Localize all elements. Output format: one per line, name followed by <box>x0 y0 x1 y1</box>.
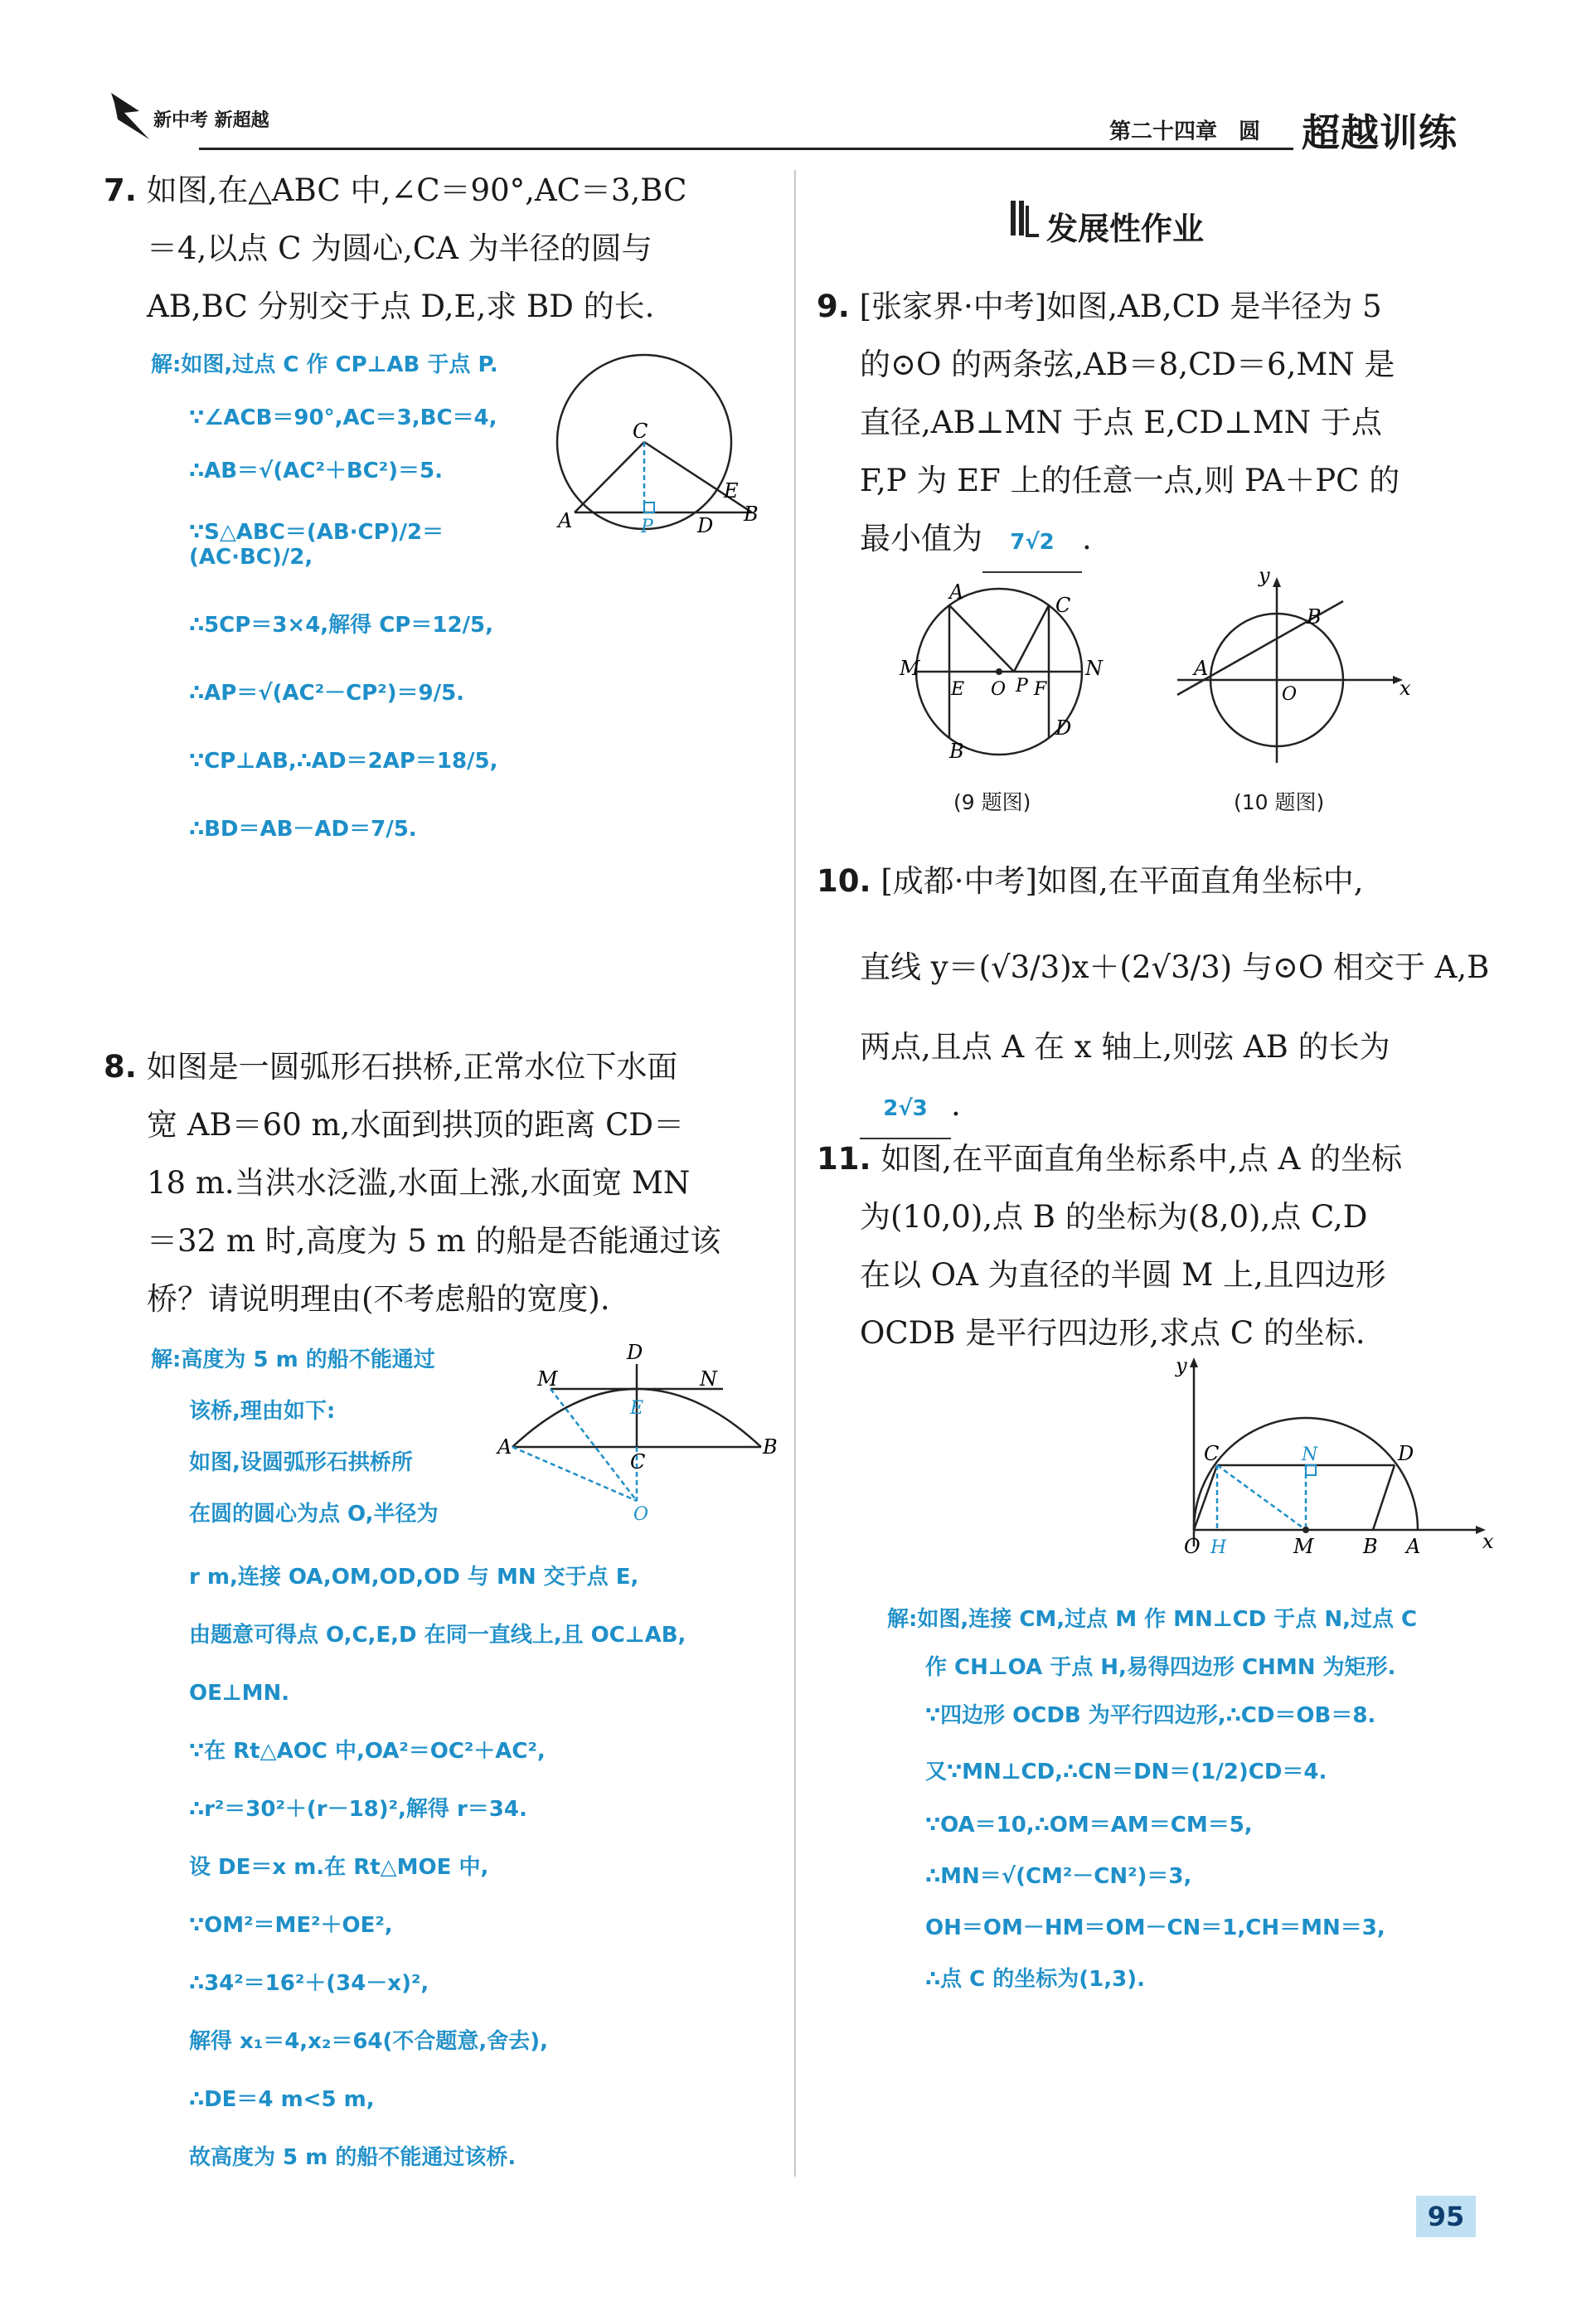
svg-text:E: E <box>724 479 739 502</box>
question-8-number: 8. <box>104 1049 137 1085</box>
svg-text:A: A <box>1194 657 1209 680</box>
solution-line: 作 CH⊥OA 于点 H,易得四边形 CHMN 为矩形. <box>925 1655 1396 1680</box>
q11-solution <box>887 1607 1517 1992</box>
q8-solution <box>189 1565 786 2170</box>
solution-line: 解得 x₁＝4,x₂＝64(不合题意,舍去), <box>189 2029 549 2054</box>
page-number: 95 <box>1416 2196 1476 2237</box>
solution-line: ∴BD＝AB－AD＝7/5. <box>189 817 417 842</box>
svg-text:O: O <box>633 1504 649 1525</box>
svg-text:N: N <box>700 1367 717 1391</box>
solution-line: 如图,设圆弧形石拱桥所 <box>189 1450 413 1475</box>
svg-text:A: A <box>497 1435 512 1459</box>
svg-text:D: D <box>627 1341 643 1364</box>
svg-text:D: D <box>1055 716 1072 740</box>
solution-line: 解:高度为 5 m 的船不能通过 <box>151 1347 435 1372</box>
solution-line: OE⊥MN. <box>189 1681 290 1706</box>
figure-caption-9: (9 题图) <box>953 790 1031 814</box>
question-7-line: ＝4,以点 C 为圆心,CA 为半径的圆与 <box>147 231 652 266</box>
svg-text:C: C <box>633 420 648 443</box>
question-9 <box>817 278 1480 573</box>
series-title: 新中考 新超越 <box>153 110 269 131</box>
svg-text:y: y <box>1259 564 1270 587</box>
svg-text:A: A <box>558 509 573 532</box>
svg-text:E: E <box>951 679 965 700</box>
question-8 <box>104 1038 767 1328</box>
solution-line: 由题意可得点 O,C,E,D 在同一直线上,且 OC⊥AB, <box>189 1623 686 1648</box>
question-11-line: OCDB 是平行四边形,求点 C 的坐标. <box>860 1315 1366 1351</box>
svg-text:C: C <box>1055 594 1071 617</box>
svg-text:B: B <box>1363 1535 1378 1558</box>
svg-text:A: A <box>949 580 964 604</box>
solution-line: ∴r²＝30²＋(r－18)²,解得 r＝34. <box>189 1797 527 1822</box>
svg-text:M: M <box>1293 1535 1314 1558</box>
solution-line: ∴34²＝16²＋(34－x)², <box>189 1971 429 1996</box>
question-8-line: ＝32 m 时,高度为 5 m 的船是否能通过该 <box>147 1223 721 1259</box>
svg-text:C: C <box>630 1450 646 1474</box>
question-10-number: 10. <box>817 863 871 899</box>
section-title: 发展性作业 <box>1046 211 1205 247</box>
q9-figure <box>900 572 1123 771</box>
q10-answer-blank: 2√3 <box>860 1080 951 1139</box>
question-9-number: 9. <box>817 289 850 324</box>
solution-line: ∵CP⊥AB,∴AD＝2AP＝18/5, <box>189 749 498 774</box>
question-9-line: [张家界·中考]如图,AB,CD 是半径为 5 <box>859 289 1382 324</box>
solution-line: ∴MN＝√(CM²－CN²)＝3, <box>925 1864 1192 1889</box>
solution-line: ∵OA＝10,∴OM＝AM＝CM＝5, <box>925 1813 1253 1838</box>
q8-solution-left <box>151 1347 499 1527</box>
question-9-line: F,P 为 EF 上的任意一点,则 PA＋PC 的 <box>860 463 1400 498</box>
solution-line: ∴AB＝√(AC²＋BC²)＝5. <box>189 459 443 483</box>
question-9-line: 最小值为 <box>860 521 982 556</box>
solution-line: ∵OM²＝ME²＋OE², <box>189 1913 393 1938</box>
solution-line: r m,连接 OA,OM,OD,OD 与 MN 交于点 E, <box>189 1565 639 1590</box>
solution-line: ∴DE＝4 m<5 m, <box>189 2087 375 2112</box>
figure-caption-10: (10 题图) <box>1234 790 1325 814</box>
svg-text:O: O <box>991 679 1007 700</box>
brand-title: 超越训练 <box>1302 110 1458 155</box>
svg-text:x: x <box>1400 677 1411 700</box>
svg-text:O: O <box>1282 684 1298 705</box>
question-7-line: 如图,在△ABC 中,∠C＝90°,AC＝3,BC <box>146 172 687 208</box>
solution-line: ∵四边形 OCDB 为平行四边形,∴CD＝OB＝8. <box>925 1703 1376 1728</box>
question-8-line: 桥？请说明理由(不考虑船的宽度). <box>147 1281 610 1317</box>
solution-line: 该桥,理由如下: <box>189 1399 336 1424</box>
svg-text:N: N <box>1085 657 1103 680</box>
svg-text:P: P <box>1016 676 1028 697</box>
svg-text:B: B <box>1307 605 1322 629</box>
svg-text:D: D <box>1398 1442 1414 1465</box>
solution-line: 设 DE＝x m.在 Rt△MOE 中, <box>189 1855 489 1880</box>
svg-text:B: B <box>949 740 964 763</box>
question-11-line: 为(10,0),点 B 的坐标为(8,0),点 C,D <box>860 1199 1368 1235</box>
svg-text:C: C <box>1204 1442 1220 1465</box>
question-11-number: 11. <box>817 1141 871 1177</box>
solution-line: 又∵MN⊥CD,∴CN＝DN＝(1/2)CD＝4. <box>925 1760 1327 1784</box>
question-10-line: [成都·中考]如图,在平面直角坐标中, <box>880 863 1364 899</box>
question-8-line: 如图是一圆弧形石拱桥,正常水位下水面 <box>146 1049 678 1085</box>
question-9-line: 直径,AB⊥MN 于点 E,CD⊥MN 于点 <box>860 405 1382 440</box>
svg-text:H: H <box>1210 1537 1227 1558</box>
q10-figure <box>1169 564 1418 771</box>
question-10-line: 两点,且点 A 在 x 轴上,则弦 AB 的长为 <box>860 1029 1390 1065</box>
header-rule <box>199 148 1293 150</box>
question-11 <box>817 1130 1497 1362</box>
q7-figure <box>551 348 775 547</box>
q9-answer-blank: 7√2 <box>982 513 1082 573</box>
question-9-line: 的⊙O 的两条弦,AB＝8,CD＝6,MN 是 <box>860 347 1395 382</box>
svg-text:F: F <box>1034 679 1047 700</box>
svg-text:A: A <box>1406 1535 1421 1558</box>
section-title-icon <box>1007 197 1041 239</box>
question-8-line: 18 m.当洪水泛滥,水面上涨,水面宽 MN <box>147 1165 691 1201</box>
q8-figure <box>497 1339 778 1530</box>
solution-line: ∴AP＝√(AC²－CP²)＝9/5. <box>189 681 465 706</box>
question-11-line: 在以 OA 为直径的半圆 M 上,且四边形 <box>860 1257 1386 1293</box>
svg-text:B: B <box>744 502 759 526</box>
svg-text:D: D <box>697 514 714 537</box>
svg-text:x: x <box>1482 1530 1494 1553</box>
svg-text:P: P <box>641 517 653 537</box>
solution-line: 在圆的圆心为点 O,半径为 <box>189 1502 439 1527</box>
solution-line: 故高度为 5 m 的船不能通过该桥. <box>189 2145 517 2170</box>
question-11-line: 如图,在平面直角坐标系中,点 A 的坐标 <box>880 1141 1403 1177</box>
svg-text:E: E <box>630 1398 644 1419</box>
q9-period: . <box>1082 521 1092 556</box>
question-8-line: 宽 AB＝60 m,水面到拱顶的距离 CD＝ <box>147 1107 685 1143</box>
solution-line: ∴5CP＝3×4,解得 CP＝12/5, <box>189 613 493 638</box>
solution-line: ∵在 Rt△AOC 中,OA²＝OC²＋AC², <box>189 1739 546 1764</box>
chapter-title: 第二十四章 圆 <box>1109 119 1261 144</box>
question-7-number: 7. <box>104 172 137 208</box>
solution-line: ∵∠ACB＝90°,AC＝3,BC＝4, <box>189 405 497 430</box>
q7-solution <box>151 352 549 842</box>
svg-text:y: y <box>1176 1354 1187 1377</box>
svg-text:O: O <box>1184 1535 1201 1558</box>
solution-line: ∵S△ABC＝(AB·CP)/2＝(AC·BC)/2, <box>189 520 444 570</box>
solution-line: ∴点 C 的坐标为(1,3). <box>925 1967 1145 1992</box>
question-7 <box>104 162 767 336</box>
svg-text:M: M <box>900 657 920 680</box>
q10-period: . <box>951 1087 961 1123</box>
solution-line: OH＝OM－HM＝OM－CN＝1,CH＝MN＝3, <box>925 1915 1385 1940</box>
question-7-line: AB,BC 分别交于点 D,E,求 BD 的长. <box>147 289 655 324</box>
svg-text:B: B <box>763 1435 778 1459</box>
question-10 <box>817 852 1497 1139</box>
series-logo-icon <box>106 86 156 144</box>
question-10-line: 直线 y＝(√3/3)x＋(2√3/3) 与⊙O 相交于 A,B <box>860 949 1490 985</box>
solution-line: 解:如图,连接 CM,过点 M 作 MN⊥CD 于点 N,过点 C <box>887 1607 1418 1632</box>
svg-text:N: N <box>1302 1444 1318 1465</box>
svg-text:M: M <box>537 1367 558 1391</box>
column-divider <box>794 170 796 2177</box>
solution-line: 解:如图,过点 C 作 CP⊥AB 于点 P. <box>151 352 498 377</box>
q11-figure <box>1161 1356 1492 1567</box>
